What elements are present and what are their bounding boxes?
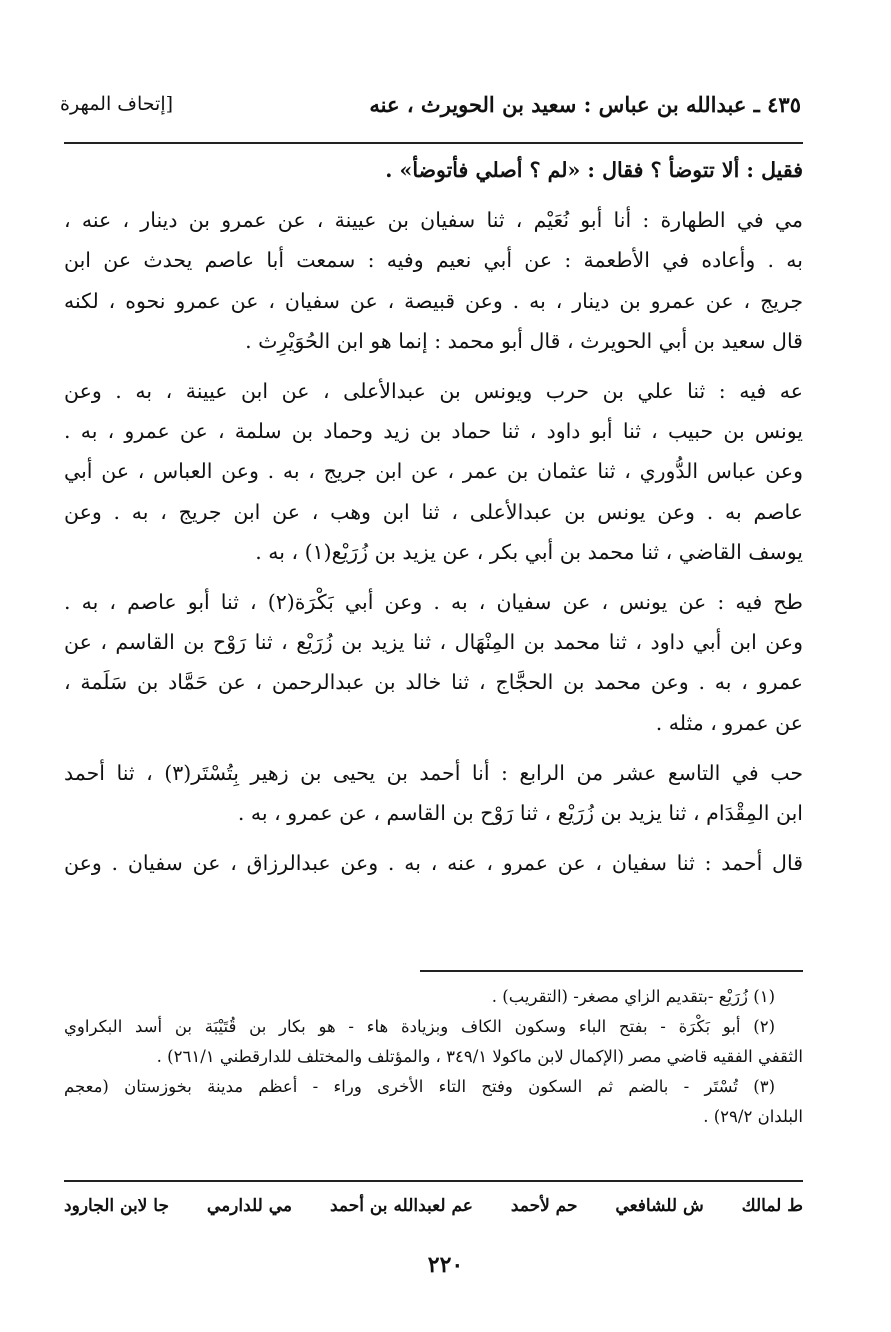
abbreviation-legend [64, 1196, 803, 1216]
text-line: وعن ابن أبي داود ، ثنا محمد بن المِنْهَال ، ثنا يزيد بن زُرَيْع ، ثنا رَوْح بن القاسم ، عن [64, 630, 803, 655]
legend-item: مي للدارمي [206, 1196, 293, 1216]
text-line: وعن عباس الدُّوري ، ثنا عثمان بن عمر ، عن ابن جريج ، به . وعن العباس ، عن أبي [64, 459, 803, 484]
text-line: عه فيه : ثنا علي بن حرب ويونس بن عبدالأعلى ، عن ابن عيينة ، به . وعن [64, 379, 803, 404]
legend-item: حم لأحمد [510, 1196, 578, 1216]
text-line: حب في التاسع عشر من الرابع : أنا أحمد بن يحيى بن زهير بِتُسْتَر(٣) ، ثنا أحمد [64, 760, 804, 785]
text-line: يوسف القاضي ، ثنا محمد بن أبي بكر ، عن يزيد بن زُرَيْع(١) ، به . [255, 539, 803, 564]
footnote-rule [420, 970, 803, 972]
text-line: مي في الطهارة : أنا أبو نُعَيْم ، ثنا سفيان بن عيينة ، عن عمرو بن دينار ، عنه ، [64, 208, 803, 233]
page-header [60, 84, 801, 124]
text-line: جريج ، عن عمرو بن دينار ، به . وعن قبيصة ، عن سفيان ، عن عمرو نحوه ، لكنه [64, 288, 803, 313]
text-line: قال أحمد : ثنا سفيان ، عن عمرو ، عنه ، به . وعن عبدالرزاق ، عن سفيان . وعن [64, 851, 803, 876]
footnote-2-cont: الثقفي الفقيه قاضي مصر (الإكمال لابن ماكولا ٣٤٩/١ ، والمؤتلف والمختلف للدارقطني ٢٦١/١) . [156, 1047, 803, 1066]
text-line: عمرو ، به . وعن محمد بن الحجَّاج ، ثنا خالد بن عبدالرحمن ، عن حَمَّاد بن سَلَمة ، [64, 670, 803, 695]
text-line: عن عمرو ، مثله . [655, 710, 803, 735]
book-title: [إتحاف المهرة [60, 93, 174, 115]
footnote-1: (١) زُرَيْع -بتقديم الزاي مصغر- (التقريب) . [491, 987, 775, 1006]
text-line: قال سعيد بن أبي الحويرث ، قال أبو محمد : إنما هو ابن الحُوَيْرِث . [245, 328, 803, 353]
paragraph-1 [64, 150, 803, 190]
running-title: ٤٣٥ ـ عبدالله بن عباس : سعيد بن الحويرث ، عنه [369, 91, 801, 117]
text-line: فقيل : ألا تتوضأ ؟ فقال : «لم ؟ أصلي فأتوضأ» . [385, 158, 803, 182]
text-line: عاصم به . وعن يونس بن عبدالأعلى ، ثنا ابن وهب ، عن ابن جريج ، به . وعن [64, 499, 803, 524]
legend-item: ش للشافعي [615, 1196, 704, 1216]
header-rule [64, 142, 803, 144]
paragraph-ahmad [64, 843, 803, 883]
legend-item: جا لابن الجارود [64, 1196, 169, 1216]
text-line: طح فيه : عن يونس ، عن سفيان ، به . وعن أبي بَكْرَة(٢) ، ثنا أبو عاصم ، به . [64, 590, 803, 615]
page-number: ٢٢٠ [427, 1252, 464, 1278]
text-line: ابن المِقْدَام ، ثنا يزيد بن زُرَيْع ، ثنا رَوْح بن القاسم ، عن عمرو ، به . [237, 801, 803, 826]
text-line: به . وأعاده في الأطعمة : عن أبي نعيم وفيه : سمعت أبا عاصم يحدث عن ابن [64, 248, 803, 273]
paragraph-ibn-hibban [64, 753, 803, 833]
main-text [64, 150, 803, 893]
paragraph-darimi [64, 200, 803, 361]
legend-item: عم لعبدالله بن أحمد [329, 1196, 473, 1216]
paragraph-tahawi [64, 582, 803, 743]
footnote-2: (٢) أبو بَكْرَة - بفتح الباء وسكون الكاف وبزيادة هاء - هو بكار بن قُتَيْبَة بن أسد البكراوي [64, 1017, 775, 1036]
legend-item: ط لمالك [741, 1196, 803, 1216]
footnote-3-cont: البلدان ٢٩/٢) . [703, 1107, 803, 1126]
text-line: يونس بن حبيب ، ثنا أبو داود ، ثنا حماد بن زيد وحماد بن سلمة ، عن عمرو ، به . [64, 419, 803, 444]
footnote-3: (٣) تُسْتَر - بالضم ثم السكون وفتح التاء الأخرى وراء - أعظم مدينة بخوزستان (معجم [64, 1077, 775, 1096]
legend-rule [64, 1180, 803, 1182]
paragraph-abu-awana [64, 371, 803, 572]
footnotes [64, 982, 803, 1132]
